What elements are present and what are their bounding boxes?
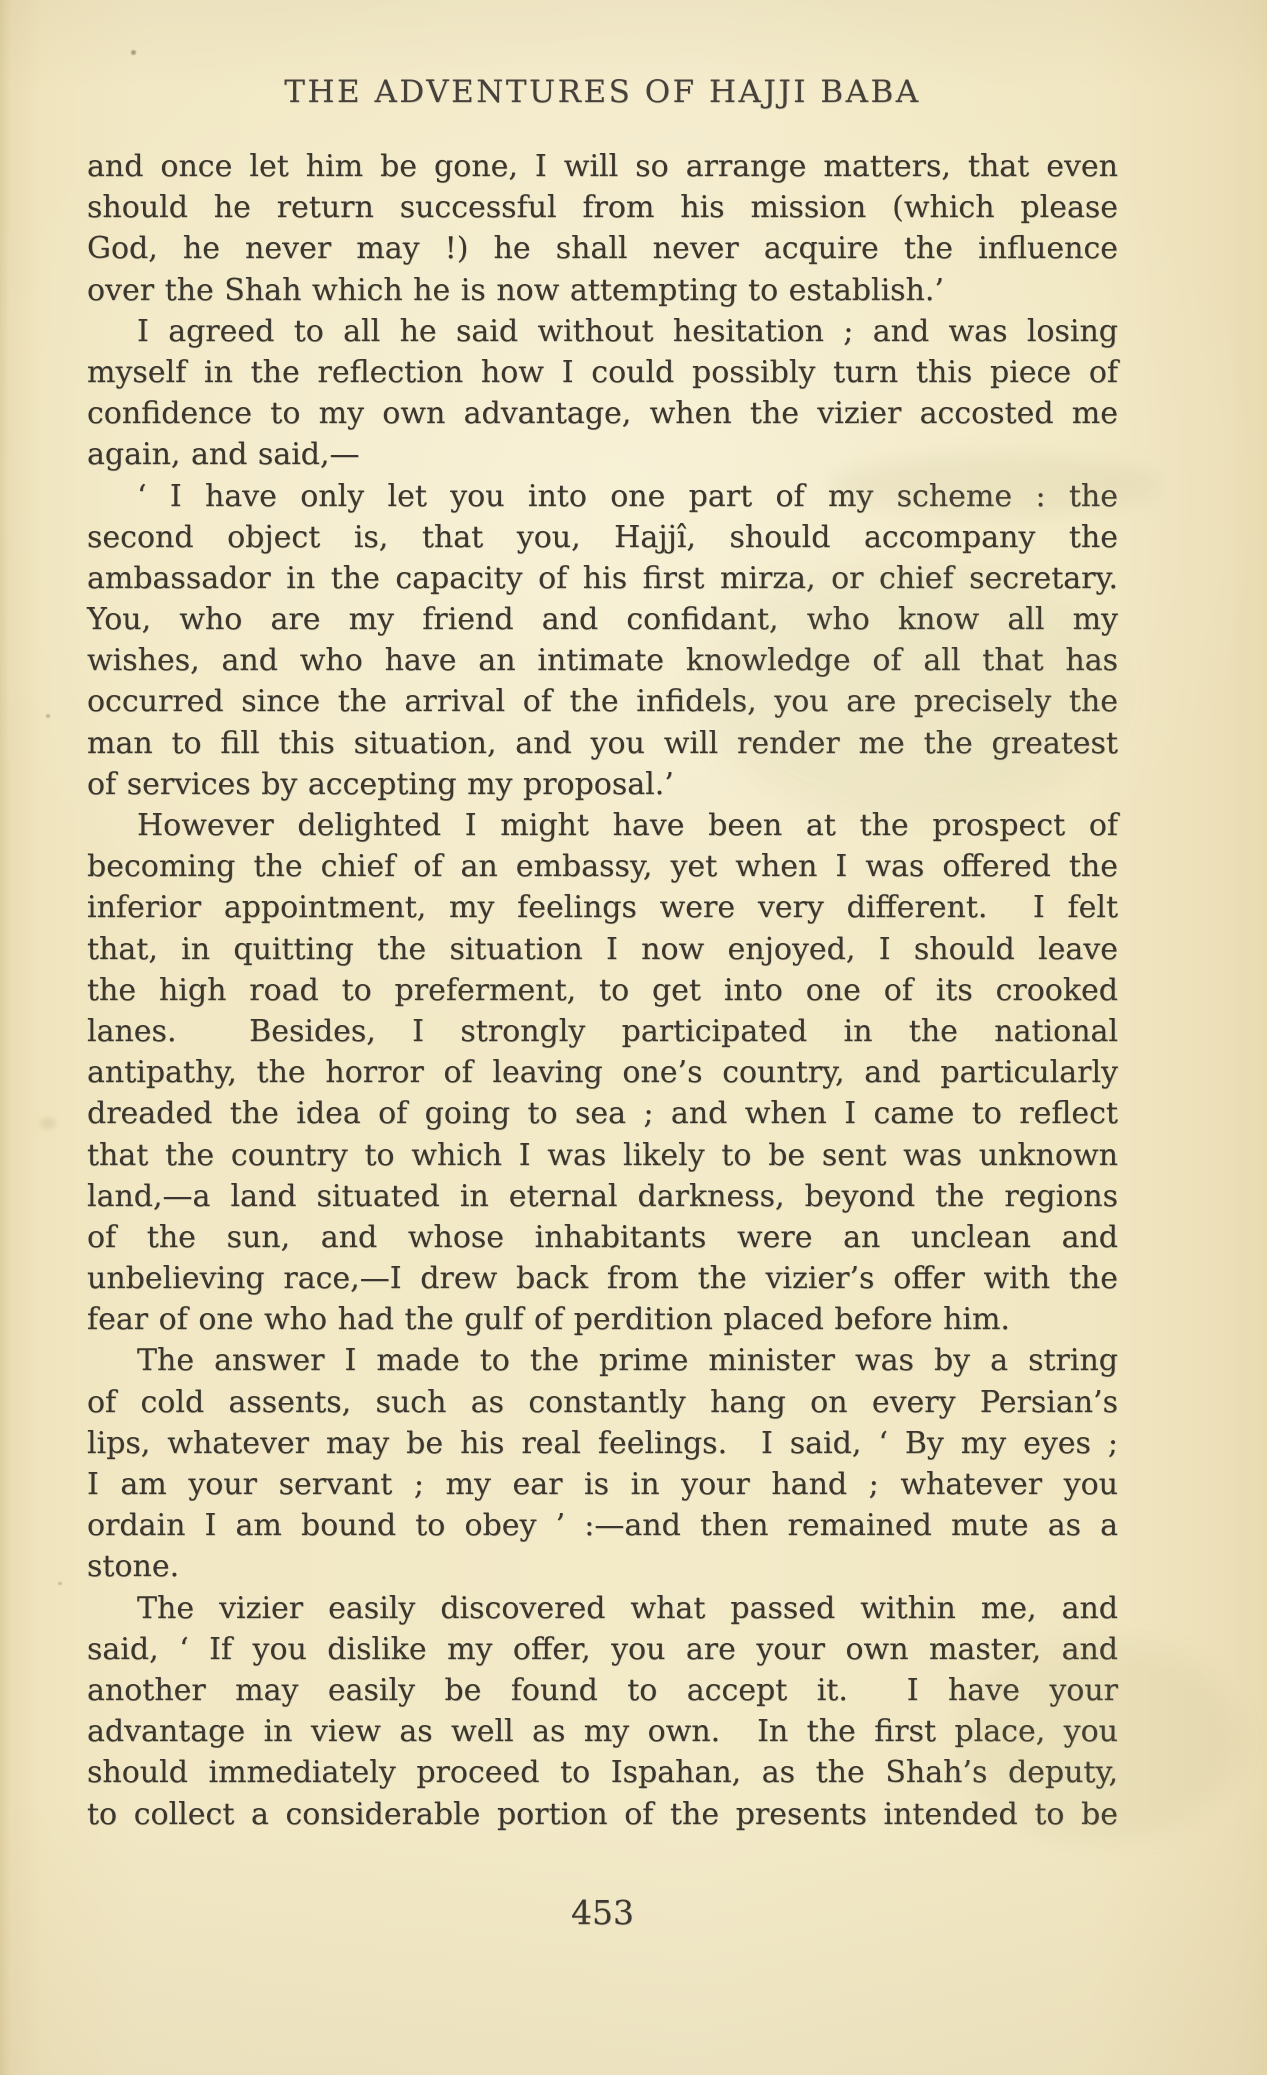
text-line: I agreed to all he said without hesitation ; and was losing [137,313,1118,349]
text-line: ‘ I have only let you into one part of my scheme : the [137,478,1118,514]
paragraph [87,1340,1118,1587]
text-line: lanes. Besides, I strongly participated in the national [87,1013,1118,1049]
text-line: lips, whatever may be his real feelings. I said, ‘ By my eyes ; [87,1425,1118,1461]
text-line: land,—a land situated in eternal darkness, beyond the regions [87,1178,1118,1214]
text-line: again, and said,— [87,437,360,473]
text-line: antipathy, the horror of leaving one’s country, and particularly [87,1055,1118,1091]
running-header: THE ADVENTURES OF HAJJI BABA [284,74,921,110]
text-line: man to fill this situation, and you will render me the greatest [87,725,1118,761]
text-line: to collect a considerable portion of the presents intended to be [87,1796,1118,1832]
paragraph [87,805,1118,1340]
text-line: becoming the chief of an embassy, yet when I was offered the [87,849,1118,885]
text-line: confidence to my own advantage, when the vizier accosted me [87,396,1118,432]
paper-speck [46,714,50,718]
text-line: second object is, that you, Hajjî, should accompany the [87,519,1118,555]
page-number: 453 [571,1893,634,1932]
text-line: should immediately proceed to Ispahan, as the Shah’s deputy, [87,1755,1118,1791]
text-line: dreaded the idea of going to sea ; and when I came to reflect [87,1096,1118,1132]
text-line: stone. [87,1549,180,1585]
text-line: You, who are my friend and confidant, who know all my [87,602,1118,638]
paragraph [87,476,1118,806]
text-line: God, he never may !) he shall never acquire the influence [87,231,1118,267]
paragraph [87,311,1118,476]
text-line: However delighted I might have been at the prospect of [137,808,1118,843]
paper-smudge [40,1118,56,1129]
text-line: should he return successful from his mission (which please [87,190,1118,226]
paragraph [87,146,1118,311]
paper-speck [131,50,136,55]
text-line: occurred since the arrival of the infidels, you are precisely the [87,684,1118,720]
text-line: of services by accepting my proposal.’ [87,766,674,802]
text-line: and once let him be gone, I will so arrange matters, that even [87,149,1118,184]
text-line: myself in the reflection how I could possibly turn this piece of [87,354,1118,390]
text-line: said, ‘ If you dislike my offer, you are your own master, and [87,1631,1118,1667]
text-line: the high road to preferment, to get into one of its crooked [87,972,1118,1008]
text-line: that, in quitting the situation I now enjoyed, I should leave [87,931,1118,967]
text-line: wishes, and who have an intimate knowledge of all that has [87,643,1118,679]
text-line: that the country to which I was likely to be sent was unknown [87,1137,1118,1173]
text-line: another may easily be found to accept it. I have your [87,1672,1118,1708]
page-body [87,146,1118,1835]
text-line: over the Shah which he is now attempting to establish.’ [87,272,944,308]
text-line: ambassador in the capacity of his first mirza, or chief secretary. [87,560,1118,596]
text-line: unbelieving race,—I drew back from the vizier’s offer with the [87,1261,1118,1297]
text-line: advantage in view as well as my own. In the first place, you [87,1714,1118,1750]
paper-speck [58,1582,62,1585]
text-line: fear of one who had the gulf of perdition placed before him. [87,1302,1010,1338]
text-line: The answer I made to the prime minister was by a string [137,1343,1118,1379]
text-line: I am your servant ; my ear is in your hand ; whatever you [87,1467,1118,1502]
text-line: ordain I am bound to obey ’ :—and then remained mute as a [87,1508,1118,1544]
text-line: of the sun, and whose inhabitants were an unclean and [87,1219,1118,1255]
text-line: inferior appointment, my feelings were very different. I felt [87,890,1118,926]
paragraph [87,1588,1118,1835]
text-line: The vizier easily discovered what passed within me, and [137,1590,1118,1626]
text-line: of cold assents, such as constantly hang on every Persian’s [87,1384,1118,1420]
